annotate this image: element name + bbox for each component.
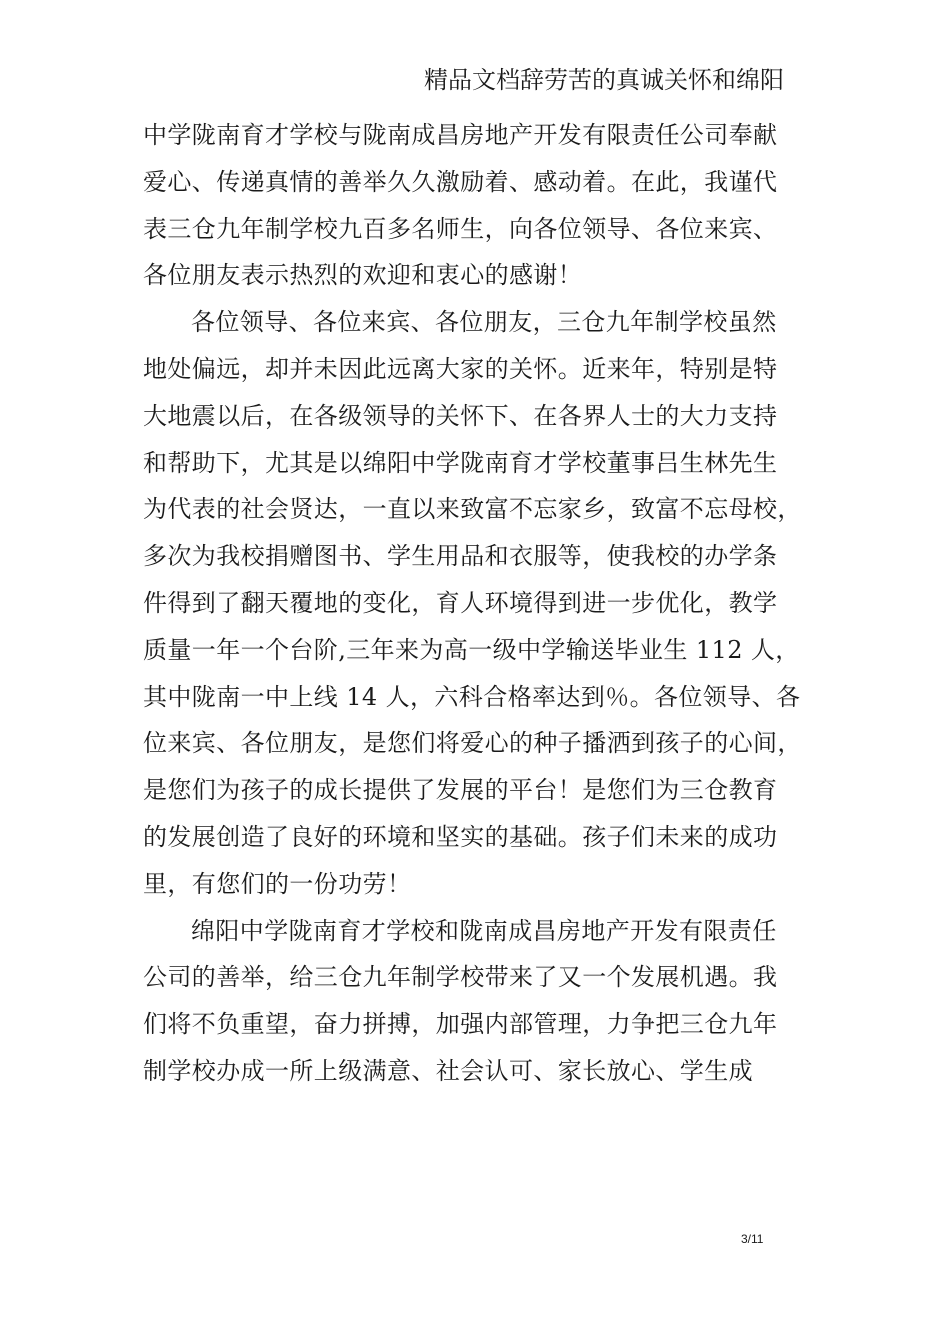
text-line: 位来宾、各位朋友，是您们将爱心的种子播洒到孩子的心间， xyxy=(143,729,802,758)
text-line: 大地震以后，在各级领导的关怀下、在各界人士的大力支持 xyxy=(143,401,778,430)
text-line: 和帮助下，尤其是以绵阳中学陇南育才学校董事吕生林先生 xyxy=(143,448,778,477)
header-line: 精品文档辞劳苦的真诚关怀和绵阳 xyxy=(424,66,784,94)
text-line: 各位朋友表示热烈的欢迎和衷心的感谢！ xyxy=(143,261,583,290)
text-line: 是您们为孩子的成长提供了发展的平台！是您们为三仓教育 xyxy=(143,776,778,805)
text-line: 爱心、传递真情的善举久久激励着、感动着。在此，我谨代 xyxy=(143,167,778,196)
document-body xyxy=(143,112,843,1095)
text-line: 公司的善举，给三仓九年制学校带来了又一个发展机遇。我 xyxy=(143,963,778,992)
text-line: 质量一年一个台阶,三年来为高一级中学输送毕业生 112 人， xyxy=(143,635,800,664)
text-line: 地处偏远，却并未因此远离大家的关怀。近来年，特别是特 xyxy=(143,354,778,383)
text-line: 里，有您们的一份功劳！ xyxy=(143,869,412,898)
text-line: 为代表的社会贤达，一直以来致富不忘家乡，致富不忘母校， xyxy=(143,495,802,524)
text-line: 绵阳中学陇南育才学校和陇南成昌房地产开发有限责任 xyxy=(191,916,777,945)
text-line: 们将不负重望，奋力拼搏，加强内部管理，力争把三仓九年 xyxy=(143,1010,778,1039)
text-line: 表三仓九年制学校九百多名师生，向各位领导、各位来宾、 xyxy=(143,214,778,243)
text-line: 的发展创造了良好的环境和坚实的基础。孩子们未来的成功 xyxy=(143,822,778,851)
page-number: 3/11 xyxy=(741,1232,764,1246)
text-line: 其中陇南一中上线 14 人，六科合格率达到％。各位领导、各 xyxy=(143,682,801,711)
text-line: 多次为我校捐赠图书、学生用品和衣服等，使我校的办学条 xyxy=(143,542,778,571)
text-line: 件得到了翻天覆地的变化，育人环境得到进一步优化，教学 xyxy=(143,588,778,617)
text-line: 中学陇南育才学校与陇南成昌房地产开发有限责任公司奉献 xyxy=(143,121,778,149)
text-line: 制学校办成一所上级满意、社会认可、家长放心、学生成 xyxy=(143,1056,753,1085)
text-line: 各位领导、各位来宾、各位朋友，三仓九年制学校虽然 xyxy=(191,308,777,337)
